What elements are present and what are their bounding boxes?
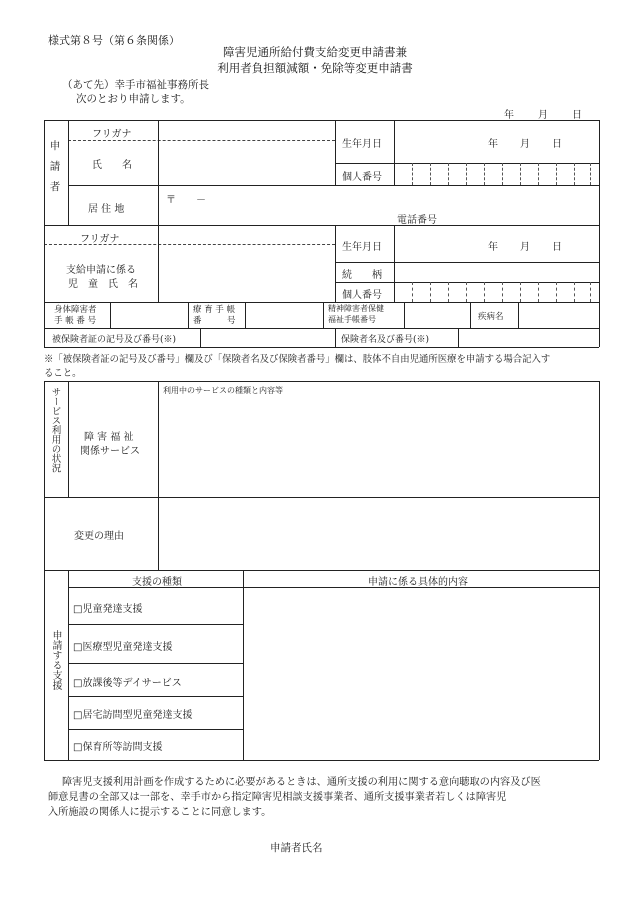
applicant-birthdate-label: 生年月日 xyxy=(342,139,382,150)
applicant-phone-label: 電話番号 xyxy=(397,215,437,226)
physical-handbook-label-1: 身体障害者 xyxy=(54,305,97,315)
applicant-furigana-label: フリガナ xyxy=(92,129,132,140)
applicant-birth-day: 日 xyxy=(552,139,562,150)
child-personal-number-label: 個人番号 xyxy=(342,290,382,301)
child-relationship-label: 続 柄 xyxy=(342,270,382,281)
disease-name-label: 疾病名 xyxy=(478,312,504,322)
applicant-name-label: 氏 名 xyxy=(92,160,132,171)
support-option-after-school-day-service[interactable]: □放課後等デイサービス xyxy=(73,678,182,689)
change-reason-label: 変更の理由 xyxy=(74,531,124,542)
signature-label: 申請者氏名 xyxy=(270,842,323,854)
addressee: （あて先）幸手市福祉事務所長 xyxy=(62,79,209,91)
rehab-handbook-label-2: 番 号 xyxy=(193,316,236,326)
service-content-label: 利用中のサービスの種類と内容等 xyxy=(163,386,283,395)
date-year-label: 年 xyxy=(504,110,514,121)
child-furigana-label: フリガナ xyxy=(80,234,120,245)
request-text: 次のとおり申請します。 xyxy=(76,93,191,105)
child-birth-year: 年 xyxy=(488,242,498,253)
support-section-label: 申請する支援 xyxy=(50,630,61,690)
physical-handbook-label-2: 手 帳 番 号 xyxy=(54,316,97,326)
consent-line1: 障害児支援利用計画を作成するために必要があるときは、通所支援の利用に関する意向聴取の内容及び医 xyxy=(62,777,541,788)
service-status-section-label: サービス利用の状況 xyxy=(49,387,61,473)
child-birth-day: 日 xyxy=(552,242,562,253)
mental-handbook-label-1: 精神障害者保健 xyxy=(328,304,384,313)
form-title-line2: 利用者負担額減額・免除等変更申請書 xyxy=(217,61,413,75)
consent-line2: 師意見書の全部又は一部を、幸手市から指定障害児相談支援事業者、通所支援事業者若しくは障害児 xyxy=(48,792,507,803)
child-birthdate-label: 生年月日 xyxy=(342,242,382,253)
form-number: 様式第８号（第６条関係） xyxy=(48,34,180,47)
support-type-header: 支援の種類 xyxy=(132,577,182,588)
applicant-birth-year: 年 xyxy=(488,139,498,150)
support-content-header: 申請に係る具体的内容 xyxy=(368,577,468,588)
support-option-home-visit-child-development[interactable]: □居宅訪問型児童発達支援 xyxy=(73,710,193,721)
note-line1: ※「被保険者証の記号及び番号」欄及び「保険者名及び保険者番号」欄は、肢体不自由児通所医療を申請する場合記入す xyxy=(44,354,551,365)
insurer-name-label: 保険者名及び番号(※) xyxy=(341,335,430,345)
child-birth-month: 月 xyxy=(520,242,530,253)
welfare-service-label-1: 障 害 福 祉 xyxy=(84,432,134,443)
insured-number-label: 被保険者証の記号及び番号(※) xyxy=(52,335,177,345)
welfare-service-label-2: 関係サービス xyxy=(80,446,140,457)
support-option-child-development[interactable]: □児童発達支援 xyxy=(73,604,143,615)
consent-line3: 入所施設の関係人に提示することに同意します。 xyxy=(48,807,272,818)
applicant-section-label: 申請者 xyxy=(48,140,61,202)
applicant-birth-month: 月 xyxy=(520,139,530,150)
mental-handbook-label-2: 福祉手帳番号 xyxy=(328,315,376,324)
postal-code-mark: 〒 － xyxy=(166,195,206,206)
support-option-nursery-visit-support[interactable]: □保育所等訪問支援 xyxy=(73,742,163,753)
date-month-label: 月 xyxy=(538,110,548,121)
form-title-line1: 障害児通所給付費支給変更申請書兼 xyxy=(223,45,407,59)
applicant-address-label: 居 住 地 xyxy=(88,204,125,215)
applicant-personal-number-label: 個人番号 xyxy=(342,172,382,183)
support-option-medical-child-development[interactable]: □医療型児童発達支援 xyxy=(73,642,173,653)
child-name-label-line1: 支給申請に係る xyxy=(66,265,136,276)
child-name-label-line2: 児 童 氏 名 xyxy=(68,279,138,290)
rehab-handbook-label-1: 療 育 手 帳 xyxy=(193,305,236,315)
date-day-label: 日 xyxy=(572,110,582,121)
note-line2: ること。 xyxy=(44,368,82,379)
